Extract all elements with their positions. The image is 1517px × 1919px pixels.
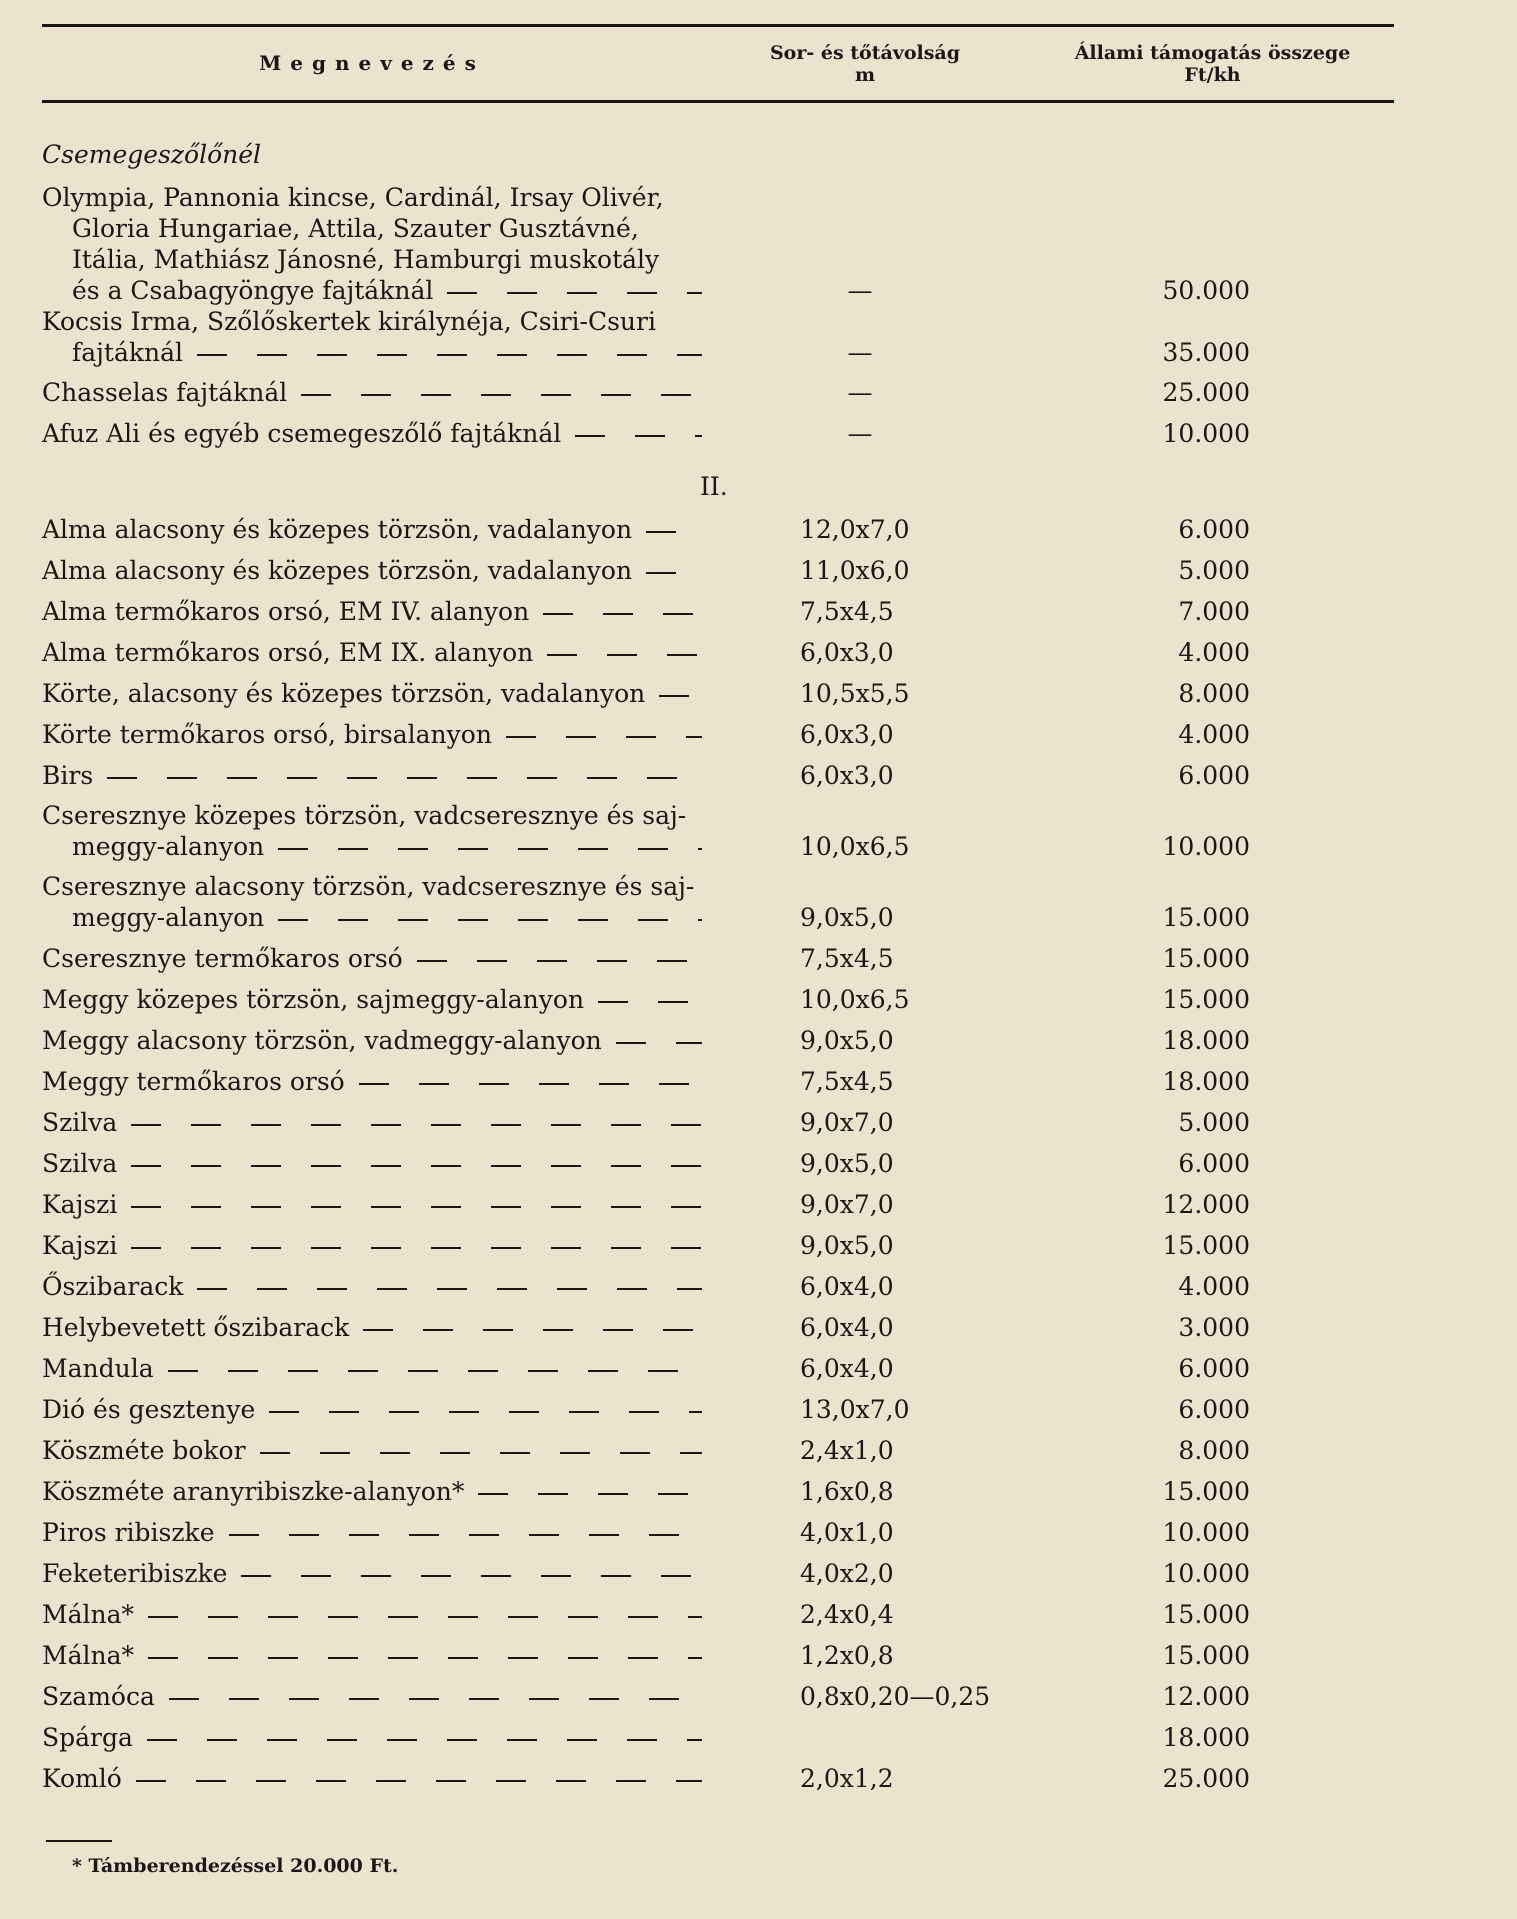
row-amount: 8.000	[1178, 1436, 1250, 1465]
row-amount: 15.000	[1162, 1477, 1250, 1506]
row-description-line	[42, 306, 712, 337]
row-distance: —	[847, 338, 873, 367]
row-description	[42, 678, 712, 709]
row-description-line	[42, 1558, 712, 1589]
row-amount: 15.000	[1162, 944, 1250, 973]
row-description-text: Málna*	[42, 1600, 135, 1629]
row-description-text: Helybevetett őszibarack	[42, 1313, 350, 1342]
row-description-text: Komló	[42, 1764, 122, 1793]
row-amount: 15.000	[1162, 985, 1250, 1014]
table-row	[0, 1107, 1517, 1138]
row-description	[42, 1640, 712, 1671]
row-distance: 1,2x0,8	[800, 1641, 894, 1670]
row-description	[42, 637, 712, 668]
row-description-line	[42, 1353, 712, 1384]
row-description-line	[42, 800, 712, 831]
row-description	[42, 418, 712, 449]
row-description-text: fajtáknál	[72, 338, 184, 367]
row-amount: 6.000	[1178, 1149, 1250, 1178]
column-header-distance-line2: m	[854, 64, 876, 86]
row-description	[42, 1435, 712, 1466]
row-description-text: Alma termőkaros orsó, EM IX. alanyon	[42, 638, 534, 667]
row-description-text: Gloria Hungariae, Attila, Szauter Gusztávné,	[72, 214, 639, 243]
row-description	[42, 1517, 712, 1548]
row-description-line	[42, 182, 712, 213]
row-description-text: Szamóca	[42, 1682, 155, 1711]
leader-dashes	[543, 613, 702, 615]
row-distance: 6,0x4,0	[800, 1313, 894, 1342]
table-row	[0, 418, 1517, 449]
row-description	[42, 760, 712, 791]
leader-dashes	[301, 394, 702, 396]
table-row	[0, 514, 1517, 545]
leader-dashes	[278, 919, 702, 921]
table-row	[0, 1189, 1517, 1220]
row-distance: 6,0x4,0	[800, 1354, 894, 1383]
table-row	[0, 984, 1517, 1015]
row-description-text: Spárga	[42, 1723, 133, 1752]
table-row	[0, 1763, 1517, 1794]
row-description-line	[42, 1435, 712, 1466]
table-row	[0, 1394, 1517, 1425]
row-description	[42, 1722, 712, 1753]
row-amount: 50.000	[1162, 276, 1250, 305]
table-row	[0, 306, 1517, 368]
row-description-text: meggy-alanyon	[72, 832, 265, 861]
row-description-text: Afuz Ali és egyéb csemegeszőlő fajtáknál	[42, 419, 562, 448]
row-description-line	[42, 337, 712, 368]
row-amount: 4.000	[1178, 720, 1250, 749]
row-description-line	[42, 1066, 712, 1097]
row-amount: 10.000	[1162, 1559, 1250, 1588]
column-header-name: Megnevezés	[259, 51, 485, 75]
table-row	[0, 1025, 1517, 1056]
row-description-line	[42, 1640, 712, 1671]
leader-dashes	[575, 435, 702, 437]
table-row	[0, 678, 1517, 709]
row-description-line	[42, 1271, 712, 1302]
row-description-text: Körte termőkaros orsó, birsalanyon	[42, 720, 492, 749]
row-amount: 6.000	[1178, 1354, 1250, 1383]
leader-dashes	[229, 1534, 703, 1536]
leader-dashes	[197, 1288, 702, 1290]
row-amount: 12.000	[1162, 1682, 1250, 1711]
row-distance: 6,0x4,0	[800, 1272, 894, 1301]
row-description-text: Őszibarack	[42, 1272, 184, 1301]
row-description-line	[42, 831, 712, 862]
row-description-text: Alma alacsony és közepes törzsön, vadalanyon	[42, 556, 633, 585]
row-distance: 1,6x0,8	[800, 1477, 894, 1506]
row-description-line	[42, 1025, 712, 1056]
row-distance: 9,0x7,0	[800, 1108, 894, 1137]
row-amount: 8.000	[1178, 679, 1250, 708]
row-description	[42, 1353, 712, 1384]
row-distance: 9,0x5,0	[800, 1231, 894, 1260]
row-distance: 6,0x3,0	[800, 720, 894, 749]
leader-dashes	[136, 1780, 702, 1782]
row-description-line	[42, 984, 712, 1015]
table-row	[0, 555, 1517, 586]
table-row	[0, 1435, 1517, 1466]
row-distance: 13,0x7,0	[800, 1395, 910, 1424]
leader-dashes	[447, 292, 702, 294]
column-header-distance	[700, 42, 1030, 86]
row-description-text: Meggy közepes törzsön, sajmeggy-alanyon	[42, 985, 585, 1014]
leader-dashes	[659, 695, 702, 697]
table-row	[0, 182, 1517, 306]
row-distance: 6,0x3,0	[800, 761, 894, 790]
row-distance: 9,0x5,0	[800, 903, 894, 932]
row-description	[42, 1025, 712, 1056]
row-amount: 7.000	[1178, 597, 1250, 626]
column-header-distance-line1: Sor- és tőtávolság	[769, 42, 961, 64]
row-description-text: Cseresznye termőkaros orsó	[42, 944, 403, 973]
row-description-text: Kocsis Irma, Szőlőskertek királynéja, Csiri-Csuri	[42, 307, 656, 336]
leader-dashes	[359, 1083, 702, 1085]
row-description-line	[42, 1394, 712, 1425]
leader-dashes	[478, 1493, 702, 1495]
row-distance: —	[847, 276, 873, 305]
row-distance: 11,0x6,0	[800, 556, 910, 585]
row-description-text: Meggy termőkaros orsó	[42, 1067, 345, 1096]
table-top-rule	[42, 24, 1394, 27]
row-distance: 0,8x0,20—0,25	[800, 1682, 991, 1711]
row-distance: —	[847, 378, 873, 407]
row-description	[42, 943, 712, 974]
row-amount: 15.000	[1162, 1641, 1250, 1670]
row-description	[42, 1558, 712, 1589]
row-description-text: Feketeribiszke	[42, 1559, 228, 1588]
leader-dashes	[241, 1575, 702, 1577]
row-description-line	[42, 1230, 712, 1261]
row-description-text: Dió és gesztenye	[42, 1395, 256, 1424]
row-amount: 6.000	[1178, 761, 1250, 790]
row-description-text: Szilva	[42, 1149, 118, 1178]
row-amount: 25.000	[1162, 1764, 1250, 1793]
row-description-text: Málna*	[42, 1641, 135, 1670]
row-amount: 25.000	[1162, 378, 1250, 407]
row-distance: 4,0x1,0	[800, 1518, 894, 1547]
row-description	[42, 1476, 712, 1507]
row-distance: —	[847, 419, 873, 448]
row-amount: 18.000	[1162, 1067, 1250, 1096]
row-description-line	[42, 1476, 712, 1507]
table-row	[0, 1599, 1517, 1630]
table-row	[0, 1558, 1517, 1589]
row-description	[42, 1148, 712, 1179]
row-distance: 10,5x5,5	[800, 679, 910, 708]
table-row	[0, 943, 1517, 974]
row-description-text: Mandula	[42, 1354, 154, 1383]
section-title: Csemegeszőlőnél	[42, 140, 262, 169]
row-amount: 18.000	[1162, 1723, 1250, 1752]
row-description-text: Meggy alacsony törzsön, vadmeggy-alanyon	[42, 1026, 602, 1055]
row-description-line	[42, 943, 712, 974]
leader-dashes	[646, 531, 702, 533]
row-description-line	[42, 596, 712, 627]
row-description-text: Köszméte bokor	[42, 1436, 246, 1465]
row-description-line	[42, 1763, 712, 1794]
row-description-text: meggy-alanyon	[72, 903, 265, 932]
row-distance: 12,0x7,0	[800, 515, 910, 544]
row-description-line	[42, 1722, 712, 1753]
table-row	[0, 1681, 1517, 1712]
row-amount: 4.000	[1178, 638, 1250, 667]
section-number: II.	[700, 472, 728, 501]
row-description	[42, 1681, 712, 1712]
row-description	[42, 377, 712, 408]
table-row	[0, 800, 1517, 862]
row-distance: 2,4x1,0	[800, 1436, 894, 1465]
row-description-text: Piros ribiszke	[42, 1518, 215, 1547]
table-header-rule	[42, 100, 1394, 103]
row-description-line	[42, 871, 712, 902]
table-row	[0, 1476, 1517, 1507]
leader-dashes	[278, 848, 702, 850]
row-description	[42, 555, 712, 586]
row-description	[42, 514, 712, 545]
row-description-line	[42, 275, 712, 306]
row-amount: 15.000	[1162, 1231, 1250, 1260]
row-description-text: Chasselas fajtáknál	[42, 378, 288, 407]
row-description-text: Körte, alacsony és közepes törzsön, vadalanyon	[42, 679, 646, 708]
row-description-line	[42, 902, 712, 933]
leader-dashes	[148, 1657, 702, 1659]
row-description	[42, 871, 712, 933]
leader-dashes	[169, 1698, 702, 1700]
row-amount: 4.000	[1178, 1272, 1250, 1301]
row-description-line	[42, 1107, 712, 1138]
table-row	[0, 377, 1517, 408]
row-description	[42, 1271, 712, 1302]
leader-dashes	[131, 1124, 702, 1126]
column-header-amount	[1030, 42, 1395, 86]
leader-dashes	[260, 1452, 702, 1454]
leader-dashes	[131, 1206, 702, 1208]
leader-dashes	[598, 1001, 702, 1003]
leader-dashes	[417, 960, 702, 962]
row-description	[42, 1189, 712, 1220]
row-description-line	[42, 637, 712, 668]
row-amount: 10.000	[1162, 419, 1250, 448]
row-amount: 15.000	[1162, 903, 1250, 932]
row-description-text: és a Csabagyöngye fajtáknál	[72, 276, 434, 305]
row-amount: 10.000	[1162, 832, 1250, 861]
row-amount: 3.000	[1178, 1313, 1250, 1342]
row-description	[42, 182, 712, 306]
row-distance: 6,0x3,0	[800, 638, 894, 667]
row-amount: 10.000	[1162, 1518, 1250, 1547]
row-amount: 35.000	[1162, 338, 1250, 367]
table-row	[0, 719, 1517, 750]
table-row	[0, 1271, 1517, 1302]
footnote: * Támberendezéssel 20.000 Ft.	[72, 1855, 399, 1877]
row-amount: 15.000	[1162, 1600, 1250, 1629]
row-distance: 2,4x0,4	[800, 1600, 894, 1629]
row-description-line	[42, 1189, 712, 1220]
row-description-line	[42, 760, 712, 791]
row-description	[42, 1763, 712, 1794]
row-amount: 5.000	[1178, 1108, 1250, 1137]
row-description-text: Kajszi	[42, 1190, 118, 1219]
footnote-rule	[46, 1840, 112, 1842]
row-distance: 9,0x5,0	[800, 1026, 894, 1055]
row-distance: 4,0x2,0	[800, 1559, 894, 1588]
leader-dashes	[269, 1411, 702, 1413]
leader-dashes	[363, 1329, 702, 1331]
row-description-text: Olympia, Pannonia kincse, Cardinál, Irsay Olivér,	[42, 183, 664, 212]
table-row	[0, 1312, 1517, 1343]
row-amount: 5.000	[1178, 556, 1250, 585]
table-row	[0, 637, 1517, 668]
row-distance: 9,0x7,0	[800, 1190, 894, 1219]
row-description-line	[42, 678, 712, 709]
row-description	[42, 596, 712, 627]
row-description	[42, 1107, 712, 1138]
table-row	[0, 760, 1517, 791]
leader-dashes	[107, 777, 702, 779]
row-description	[42, 1599, 712, 1630]
row-amount: 6.000	[1178, 515, 1250, 544]
row-description	[42, 984, 712, 1015]
row-distance: 7,5x4,5	[800, 1067, 894, 1096]
leader-dashes	[547, 654, 702, 656]
row-description-line	[42, 1599, 712, 1630]
row-description-line	[42, 719, 712, 750]
row-description-line	[42, 1517, 712, 1548]
row-description-text: Itália, Mathiász Jánosné, Hamburgi muskotály	[72, 245, 660, 274]
leader-dashes	[616, 1042, 702, 1044]
table-row	[0, 1230, 1517, 1261]
row-distance: 10,0x6,5	[800, 832, 910, 861]
row-description-line	[42, 1312, 712, 1343]
row-description-line	[42, 514, 712, 545]
row-description-line	[42, 1148, 712, 1179]
table-row	[0, 1066, 1517, 1097]
row-amount: 18.000	[1162, 1026, 1250, 1055]
row-description	[42, 306, 712, 368]
leader-dashes	[131, 1247, 702, 1249]
table-row	[0, 1640, 1517, 1671]
row-description-text: Cseresznye közepes törzsön, vadcseresznye és saj-	[42, 801, 687, 830]
leader-dashes	[147, 1739, 702, 1741]
row-description-line	[42, 418, 712, 449]
column-header-amount-line1: Állami támogatás összege	[1074, 42, 1351, 64]
column-header-amount-line2: Ft/kh	[1184, 64, 1241, 86]
leader-dashes	[506, 736, 702, 738]
row-description-text: Kajszi	[42, 1231, 118, 1260]
row-distance: 10,0x6,5	[800, 985, 910, 1014]
row-distance: 2,0x1,2	[800, 1764, 894, 1793]
row-description-text: Cseresznye alacsony törzsön, vadcseresznye és saj-	[42, 872, 695, 901]
leader-dashes	[646, 572, 702, 574]
row-description-line	[42, 555, 712, 586]
row-distance: 7,5x4,5	[800, 597, 894, 626]
row-description-text: Köszméte aranyribiszke-alanyon*	[42, 1477, 465, 1506]
row-description	[42, 1066, 712, 1097]
row-description-line	[42, 213, 712, 244]
table-row	[0, 596, 1517, 627]
leader-dashes	[131, 1165, 702, 1167]
row-description-text: Birs	[42, 761, 94, 790]
row-description	[42, 1230, 712, 1261]
row-distance: 9,0x5,0	[800, 1149, 894, 1178]
row-amount: 6.000	[1178, 1395, 1250, 1424]
table-row	[0, 1353, 1517, 1384]
table-row	[0, 1517, 1517, 1548]
row-amount: 12.000	[1162, 1190, 1250, 1219]
row-description	[42, 1312, 712, 1343]
leader-dashes	[148, 1616, 702, 1618]
row-description-line	[42, 377, 712, 408]
leader-dashes	[168, 1370, 702, 1372]
row-description-text: Alma alacsony és közepes törzsön, vadalanyon	[42, 515, 633, 544]
row-distance: 7,5x4,5	[800, 944, 894, 973]
table-row	[0, 1722, 1517, 1753]
row-description-line	[42, 244, 712, 275]
leader-dashes	[197, 354, 702, 356]
row-description	[42, 1394, 712, 1425]
row-description	[42, 719, 712, 750]
table-row	[0, 1148, 1517, 1179]
row-description-line	[42, 1681, 712, 1712]
table-row	[0, 871, 1517, 933]
row-description-text: Szilva	[42, 1108, 118, 1137]
row-description-text: Alma termőkaros orsó, EM IV. alanyon	[42, 597, 530, 626]
row-description	[42, 800, 712, 862]
